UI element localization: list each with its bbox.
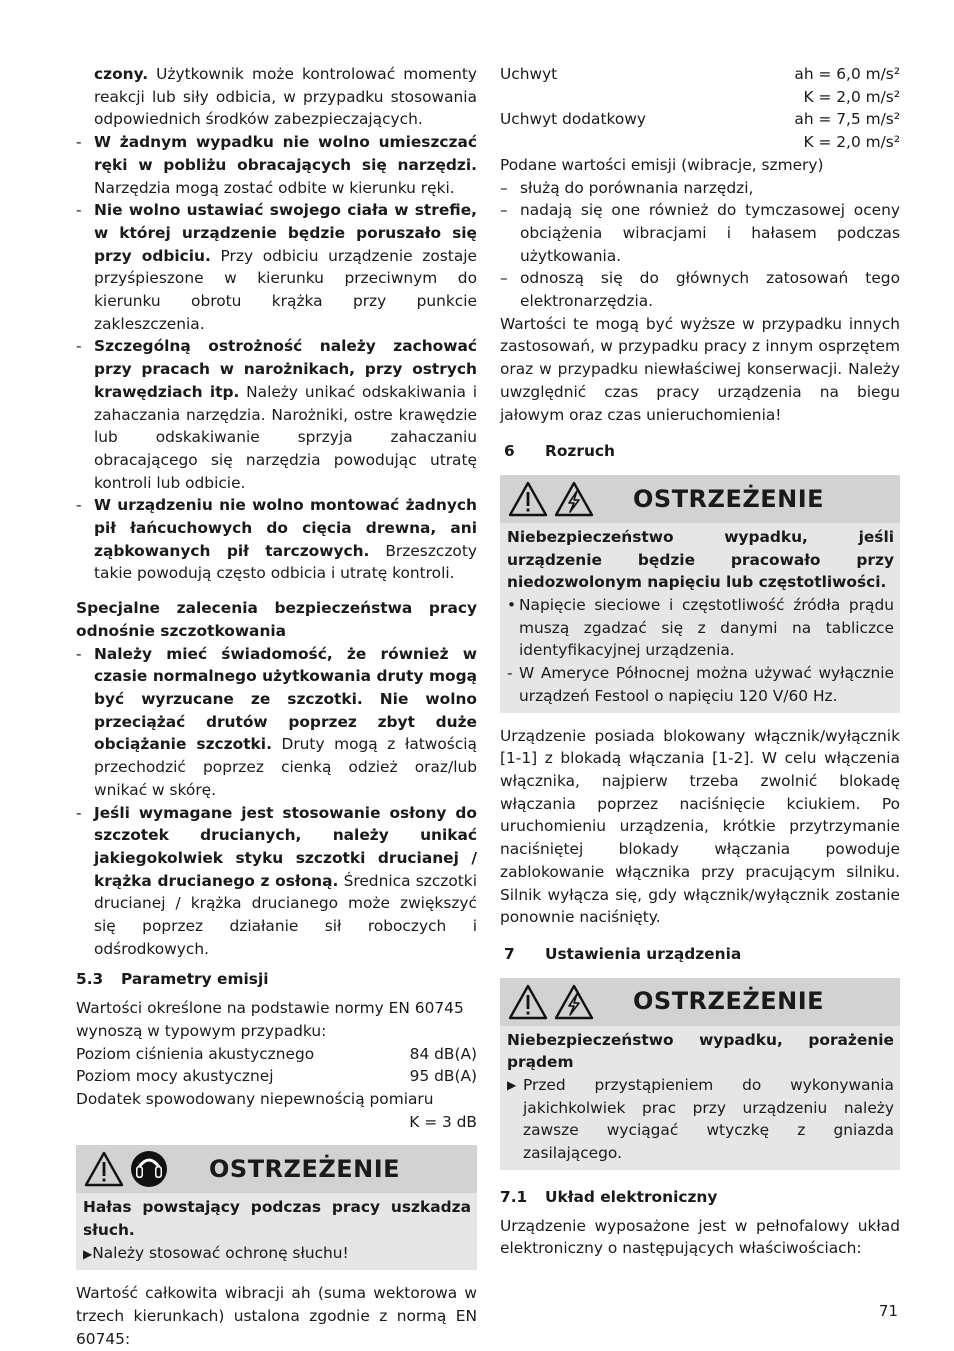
electric-hazard-icon (554, 481, 594, 517)
section-heading-7-1: 7.1 Układ elektroniczny (500, 1187, 718, 1206)
list-item: - W Ameryce Północnej można używać wyłącznie urządzeń Festool o napięciu 120 V/60 Hz. (507, 664, 894, 705)
warning-triangle-icon (508, 481, 548, 517)
warning-title: OSTRZEŻENIE (633, 987, 825, 1016)
section-heading-7: 7 Ustawienia urządzenia (504, 944, 742, 963)
section-heading-5-3: 5.3 Parametry emisji (76, 970, 269, 989)
left-column (76, 63, 477, 1351)
emission-note: Wartości te mogą być wyższe w przypadku innych zastosowań, w przypadku pracy z innym osprzętem oraz w przypadku niewłaściwej konserwacji. Należy uwzględnić czas pracy urządzenia na biegu jałowym oraz czas unieruchomienia! (500, 314, 900, 424)
vibration-k: K = 2,0 m/s² (803, 133, 900, 152)
arrow-right-icon: ▶ (507, 1078, 517, 1093)
list-item: – służą do porównania narzędzi, (500, 178, 754, 197)
warning-box-noise (76, 1145, 477, 1270)
emission-intro: Wartości określone na podstawie normy EN 60745 wynoszą w typowym przypadku: (76, 999, 464, 1040)
list-item: – nadają się one również do tymczasowej oceny obciążenia wibracjami i hałasem podczas użytkowania. (500, 201, 900, 265)
warning-triangle-icon (84, 1151, 124, 1187)
ear-protection-icon (130, 1150, 168, 1188)
list-item: - Szczególną ostrożność należy zachować przy pracach w narożnikach, przy ostrych krawędziach itp. Należy unikać odskakiwania i zahaczania narzędzia. Narożniki, ostre krawędzie lub odskakiwanie sprzyja zahaczaniu obracającego się narzędzia powodując utratę kontroli lub odbicie. (76, 337, 477, 492)
right-column (500, 63, 900, 1260)
uncertainty-value: K = 3 dB (409, 1112, 477, 1131)
warning-header (500, 475, 900, 523)
warning-triangle-icon (508, 984, 548, 1020)
emission-row: Poziom mocy akustycznej 95 dB(A) (76, 1067, 477, 1086)
paragraph-counter-reaction: czony. Użytkownik może kontrolować momenty reakcji lub siły odbicia, w przypadku stosowania odpowiednich środków zabezpieczających. (94, 65, 477, 129)
vibration-row: Uchwyt ah = 6,0 m/s² (500, 65, 900, 83)
warning-title: OSTRZEŻENIE (209, 1154, 401, 1183)
emission-note-intro: Podane wartości emisji (wibracje, szmery) (500, 155, 824, 174)
list-item: • Napięcie sieciowe i częstotliwość źródła prądu muszą zgadzać się z danymi na tabliczce identyfikacyjnej urządzenia. (507, 596, 894, 660)
list-item: - Należy mieć świadomość, że również w czasie normalnego użytkowania druty mogą być wyrzucane ze szczotki. Nie wolno przeciążać drutów poprzez zbyt duże obciążanie szczotki. Druty mogą z łatwością przechodzić poprzez cienką odzież oraz/lub wnikać w skórę. (76, 644, 477, 799)
warning-box-voltage (500, 475, 900, 713)
electronics-description: Urządzenie wyposażone jest w pełnofalowy układ elektroniczny o następujących właściwościach: (500, 1216, 900, 1258)
section-heading-6: 6 Rozruch (504, 442, 616, 461)
electric-hazard-icon (554, 984, 594, 1020)
brush-safety-heading: Specjalne zalecenia bezpieczeństwa pracy odnośnie szczotkowania (76, 599, 477, 640)
switch-description: Urządzenie posiada blokowany włącznik/wyłącznik [1-1] z blokadą włączania [1-2]. W celu włączenia włącznika, najpierw trzeba zwolnić blokadę włączania poprzez naciśnięcie kciukiem. Po uruchomieniu urządzenia, krótkie przytrzymanie naciśniętej blokady włączania powoduje zablokowanie włącznika przy pracującym silniku. Silnik wyłącza się, gdy włącznik/wyłącznik zostanie ponownie naciśnięty. (500, 726, 900, 927)
arrow-right-icon: ▶ (83, 1246, 93, 1261)
emission-row: Poziom ciśnienia akustycznego 84 dB(A) (76, 1044, 477, 1063)
warning-body: Niebezpieczeństwo wypadku, porażenie prądem ▶ Przed przystąpieniem do wykonywania jakichkolwiek prac przy urządzeniu należy zawsze wyciągać wtyczkę z gniazda zasilającego. (500, 1026, 900, 1170)
uncertainty-label: Dodatek spowodowany niepewnością pomiaru (76, 1089, 434, 1108)
list-item: - Jeśli wymagane jest stosowanie osłony do szczotek drucianych, należy unikać jakiegokolwiek styku szczotki drucianej / krążka drucianego z osłoną. Średnica szczotki drucianej / krążka drucianego może zwiększyć się poprzez działanie sił roboczych i odśrodkowych. (76, 803, 477, 958)
list-item: - Nie wolno ustawiać swojego ciała w strefie, w której urządzenie będzie poruszało się przy odbiciu. Przy odbiciu urządzenie zostaje przyśpieszone w kierunku przeciwnym do kierunku obrotu krążka przy punkcie zakleszczenia. (76, 201, 477, 333)
page-number: 71 (878, 1302, 898, 1320)
warning-box-electric (500, 978, 900, 1170)
list-item: – odnoszą się do głównych zatosowań tego elektronarzędzia. (500, 269, 900, 311)
list-item: - W urządzeniu nie wolno montować żadnych pił łańcuchowych do cięcia drewna, ani ząbkowanych pił tarczowych. Brzeszczoty takie powodują często odbicia i utratę kontroli. (76, 496, 477, 583)
warning-body: Niebezpieczeństwo wypadku, jeśli urządzenie będzie pracowało przy niedozwolonym napięciu lub częstotliwości. • Napięcie sieciowe i częstotliwość źródła prądu muszą zgadzać się z danymi na tabliczce identyfikacyjnej urządzenia. - W Ameryce Północnej można używać wyłącznie urządzeń Festool o napięciu 120 V/60 Hz. (500, 523, 900, 713)
warning-body: Hałas powstający podczas pracy uszkadza słuch. ▶Należy stosować ochronę słuchu! (83, 1198, 471, 1262)
vibration-intro: Wartość całkowita wibracji ah (suma wektorowa w trzech kierunkach) ustalona zgodnie z normą EN 60745: (76, 1284, 477, 1348)
warning-header (76, 1145, 477, 1193)
list-item: ▶ Przed przystąpieniem do wykonywania jakichkolwiek prac przy urządzeniu należy zawsze wyciągać wtyczkę z gniazda zasilającego. (507, 1076, 894, 1163)
vibration-k: K = 2,0 m/s² (803, 87, 900, 106)
vibration-row: Uchwyt dodatkowy ah = 7,5 m/s² (500, 110, 900, 129)
warning-header (500, 978, 900, 1026)
list-item: - W żadnym wypadku nie wolno umieszczać ręki w pobliżu obracających się narzędzi. Narzędzia mogą zostać odbite w kierunku ręki. (76, 133, 477, 197)
warning-title: OSTRZEŻENIE (633, 484, 825, 513)
